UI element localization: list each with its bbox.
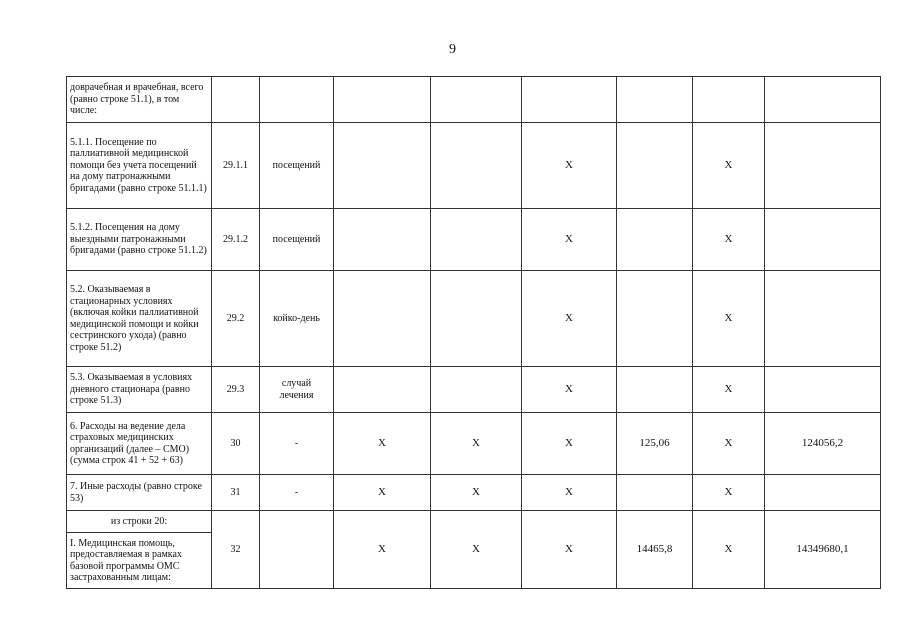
row-code: 29.2 [212,271,260,367]
row-name: 5.1.1. Посещение по паллиативной медицинской помощи без учета посещений на дому патронажными бригадами (равно строке 51.1.1) [67,123,212,209]
table-row [67,511,881,533]
table-row [67,475,881,511]
table-row [67,209,881,271]
cell-col8: X [693,271,765,367]
cell-col7: 14465,8 [617,511,693,589]
row-unit: случай лечения [260,367,334,413]
cell-col9 [765,367,881,413]
cell-col4 [334,367,431,413]
cell-col8: X [693,123,765,209]
cell-col9: 124056,2 [765,413,881,475]
cell-col4 [334,123,431,209]
cell-col6: X [522,123,617,209]
row-name: 6. Расходы на ведение дела страховых медицинских организаций (далее – СМО) (сумма строк 41 + 52 + 63) [67,413,212,475]
row-code [212,77,260,123]
table-row [67,271,881,367]
cell-col7 [617,209,693,271]
cell-col8: X [693,413,765,475]
row-code: 30 [212,413,260,475]
table-row [67,123,881,209]
row-code: 31 [212,475,260,511]
cell-col7 [617,77,693,123]
row-code: 32 [212,511,260,589]
cell-col5: X [431,475,522,511]
cell-col6: X [522,475,617,511]
row-unit: койко-день [260,271,334,367]
row-unit: - [260,475,334,511]
cell-col6: X [522,511,617,589]
cell-col9 [765,475,881,511]
cell-col7: 125,06 [617,413,693,475]
cell-col6: X [522,209,617,271]
cell-col9 [765,271,881,367]
report-table [66,76,881,589]
cell-col6 [522,77,617,123]
row-code: 29.1.2 [212,209,260,271]
cell-col6: X [522,271,617,367]
row-unit: - [260,413,334,475]
cell-col7 [617,271,693,367]
row-name: I. Медицинская помощь, предоставляемая в рамках базовой программы ОМС застрахованным лицам: [67,533,212,589]
cell-col5 [431,77,522,123]
row-name: 5.1.2. Посещения на дому выездными патронажными бригадами (равно строке 51.1.2) [67,209,212,271]
row-unit: посещений [260,209,334,271]
cell-col4: X [334,413,431,475]
cell-col4 [334,209,431,271]
cell-col8: X [693,511,765,589]
page-number: 9 [449,42,456,57]
cell-col5 [431,123,522,209]
table-row [67,367,881,413]
cell-col5 [431,367,522,413]
cell-col7 [617,123,693,209]
row-name: 7. Иные расходы (равно строке 53) [67,475,212,511]
cell-col8: X [693,367,765,413]
cell-col8 [693,77,765,123]
table-row [67,77,881,123]
cell-col5 [431,271,522,367]
row-unit [260,77,334,123]
cell-col9 [765,77,881,123]
cell-col4: X [334,475,431,511]
cell-col5: X [431,511,522,589]
row-name: 5.2. Оказываемая в стационарных условиях (включая койки паллиативной медицинской помощи и койки сестринского ухода) (равно строке 51.2) [67,271,212,367]
cell-col6: X [522,367,617,413]
cell-col8: X [693,475,765,511]
cell-col4 [334,77,431,123]
from-row-label: из строки 20: [67,511,212,533]
cell-col9: 14349680,1 [765,511,881,589]
row-unit [260,511,334,589]
table-row [67,413,881,475]
cell-col5: X [431,413,522,475]
cell-col9 [765,123,881,209]
row-name: доврачебная и врачебная, всего (равно строке 51.1), в том числе: [67,77,212,123]
row-code: 29.3 [212,367,260,413]
cell-col4: X [334,511,431,589]
cell-col9 [765,209,881,271]
row-name: 5.3. Оказываемая в условиях дневного стационара (равно строке 51.3) [67,367,212,413]
row-code: 29.1.1 [212,123,260,209]
cell-col4 [334,271,431,367]
cell-col7 [617,475,693,511]
cell-col6: X [522,413,617,475]
cell-col5 [431,209,522,271]
cell-col7 [617,367,693,413]
cell-col8: X [693,209,765,271]
row-unit: посещений [260,123,334,209]
